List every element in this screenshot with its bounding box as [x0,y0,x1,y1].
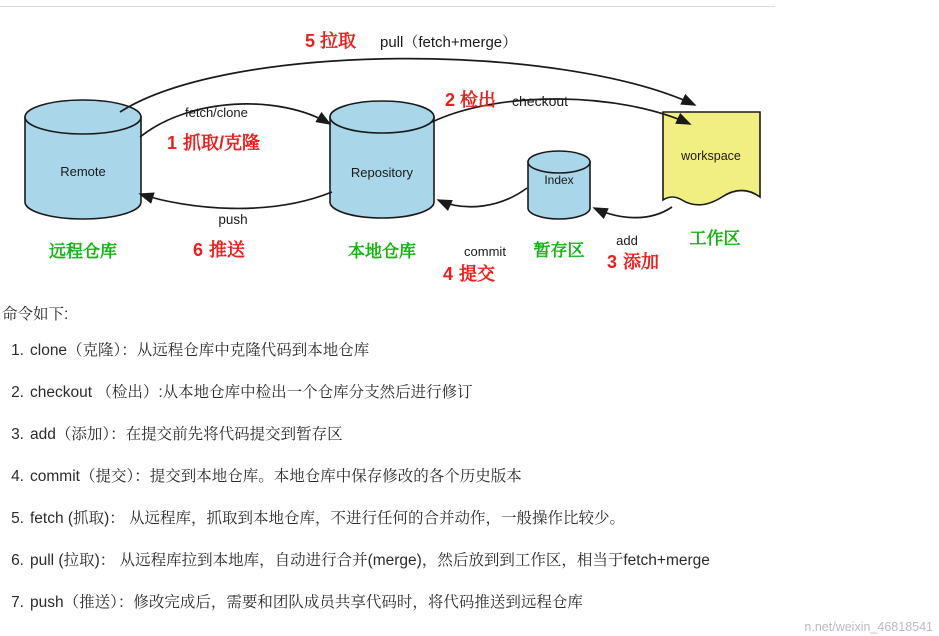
commands-list [2,340,937,634]
node-repository-caption: 本地仓库 [348,242,416,261]
top-divider [0,6,775,7]
list-item [2,466,937,488]
list-item [2,508,937,530]
node-workspace-caption: 工作区 [689,229,741,248]
list-item-number: 4. [11,468,24,485]
edge-commit-label-cn: 提交 [459,264,495,284]
node-index-caption: 暂存区 [533,241,585,260]
edge-checkout-label-cn: 检出 [460,90,496,110]
edge-add-label-en: add [616,233,638,248]
node-remote-caption: 远程仓库 [49,242,117,261]
node-index-label: Index [544,173,574,187]
edge-checkout-label-en: checkout [512,93,569,109]
commands-heading: 命令如下: [2,306,69,323]
list-item-text: checkout （检出）:从本地仓库中检出一个仓库分支然后进行修订 [30,384,473,401]
edge-fetch-number: 1 [167,133,178,153]
edge-pull-label-cn: 拉取 [320,31,356,51]
edge-add-arrow [594,207,672,218]
list-item [2,382,937,404]
edge-commit-label-en: commit [464,244,506,259]
edge-push-label-cn: 推送 [209,240,245,260]
list-item [2,340,937,362]
list-item-number: 5. [11,510,24,527]
list-item-text: pull (拉取)： 从远程库拉到本地库，自动进行合并(merge)，然后放到到工作区，相当于fetch+merge [30,552,710,569]
git-workflow-diagram [0,12,790,287]
list-item-text: push（推送）：修改完成后，需要和团队成员共享代码时，将代码推送到远程仓库 [30,594,583,611]
node-remote-label: Remote [60,164,106,179]
edge-checkout-number: 2 [445,90,456,110]
edge-commit-number: 4 [443,264,454,284]
edge-pull-label-en: pull（fetch+merge） [380,34,518,51]
edge-add-number: 3 [607,252,618,272]
edge-add-label-cn: 添加 [623,252,659,272]
edge-pull-number: 5 [305,31,316,51]
list-item [2,592,937,614]
node-repository-label: Repository [350,165,414,180]
edge-fetch-label-en: fetch/clone [185,105,248,120]
list-item-text: clone（克隆）：从远程仓库中克隆代码到本地仓库 [30,342,370,359]
list-item-text: add（添加）：在提交前先将代码提交到暂存区 [30,426,343,443]
edge-push-number: 6 [193,240,204,260]
list-item [2,550,937,572]
node-remote [25,100,141,219]
list-item-text: commit（提交）：提交到本地仓库。本地仓库中保存修改的各个历史版本 [30,468,522,485]
edge-push-label-en: push [218,212,248,227]
watermark: n.net/weixin_46818541 [804,620,933,634]
list-item-number: 2. [11,384,24,401]
node-repository [330,101,434,218]
list-item [2,424,937,446]
list-item-text: fetch (抓取)： 从远程库，抓取到本地仓库，不进行任何的合并动作，一般操作比较少。 [30,510,626,527]
node-workspace-label: workspace [681,149,741,163]
edge-fetch-label-cn: 抓取/克隆 [183,133,261,153]
list-item-number: 7. [11,594,24,611]
edge-commit-arrow [438,188,527,207]
node-workspace [663,112,760,205]
edge-push-arrow [140,192,332,208]
list-item-number: 1. [11,342,24,359]
node-index [528,151,590,219]
list-item-number: 3. [11,426,24,443]
list-item-number: 6. [11,552,24,569]
